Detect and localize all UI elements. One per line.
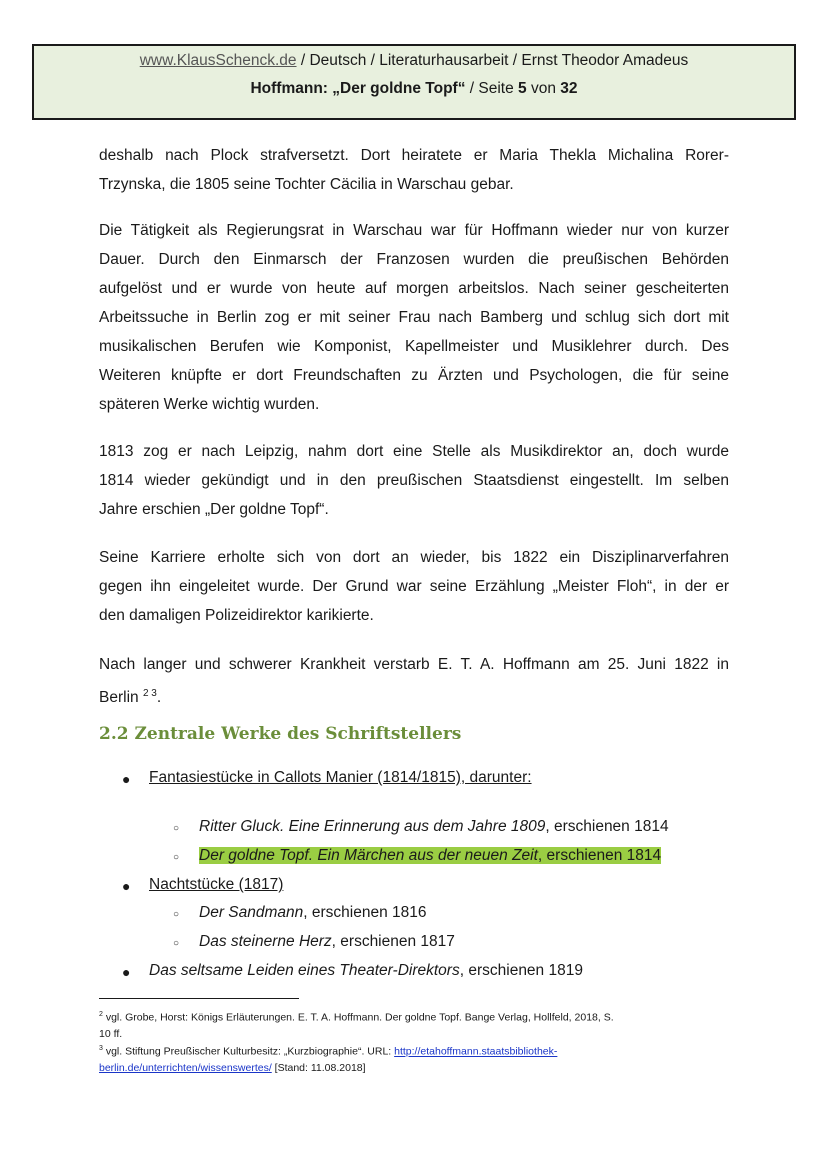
footnote-2: $^2$ vgl. Grobe, Horst: Königs Erläuterungen. E. T. A. Hoffmann. Der goldne Topf. Bange Verlag, Hollfeld, 2018, S. 10 ff. bbox=[99, 1011, 614, 1040]
page-current: 5 bbox=[518, 80, 527, 97]
footnote-divider bbox=[99, 998, 299, 999]
list-item: Fantasiestücke in Callots Manier (1814/1815), darunter: bbox=[149, 769, 532, 786]
circle-bullet-icon: ○ bbox=[173, 938, 180, 949]
list-item-highlighted: Der goldne Topf. Ein Märchen aus der neuen Zeit, erschienen 1814 bbox=[199, 847, 662, 864]
header-line-2: Hoffmann: „Der goldne Topf“ / Seite 5 von 32 bbox=[250, 80, 578, 97]
site-link[interactable]: www.KlausSchenck.de bbox=[139, 52, 297, 69]
footnote-url-link-cont[interactable]: berlin.de/unterrichten/wissenswertes/ bbox=[99, 1061, 272, 1074]
list-item: Das steinerne Herz, erschienen 1817 bbox=[199, 933, 455, 950]
section-heading: 2.2 Zentrale Werke des Schriftstellers bbox=[99, 724, 462, 744]
list-item: Das seltsame Leiden eines Theater-Direktors, erschienen 1819 bbox=[149, 962, 583, 979]
header-line-1 bbox=[34, 52, 794, 70]
bullet-icon: ● bbox=[122, 771, 131, 787]
circle-bullet-icon: ○ bbox=[173, 852, 180, 863]
paragraph-2: Die Tätigkeit als Regierungsrat in Warschau war für Hoffmann wieder nur von kurzer Dauer. Durch den Einmarsch der Franzosen wurden die preußischen Behörden aufgelöst und er wurde von heute auf morgen arbeitslos. Nach seiner gescheiterten Arbeitssuche in Berlin zog er mit seiner Frau nach Bamberg und schlug sich dort mit musikalischen Berufen wie Komponist, Kapellmeister und Musiklehrer durch. Des Weiteren knüpfte er dort Freundschaften zu Ärzten und Psychologen, die für seine späteren Werke wichtig wurden. bbox=[99, 222, 729, 413]
header-title: Hoffmann: „Der goldne Topf“ bbox=[250, 80, 466, 97]
circle-bullet-icon: ○ bbox=[173, 823, 180, 834]
list-item: Ritter Gluck. Eine Erinnerung aus dem Jahre 1809, erschienen 1814 bbox=[199, 818, 669, 835]
page-header bbox=[32, 44, 796, 120]
paragraph-5: Nach langer und schwerer Krankheit verstarb E. T. A. Hoffmann am 25. Juni 1822 in Berlin $^{2 3}$. bbox=[99, 656, 729, 707]
bullet-icon: ● bbox=[122, 964, 131, 980]
list-item: Nachtstücke (1817) bbox=[149, 876, 284, 893]
page-total: 32 bbox=[560, 80, 578, 97]
circle-bullet-icon: ○ bbox=[173, 909, 180, 920]
paragraph-4: Seine Karriere erholte sich von dort an wieder, bis 1822 ein Disziplinarverfahren gegen ihn eingeleitet wurde. Der Grund war seine Erzählung „Meister Floh“, in der er den damaligen Polizeidirektor karikierte. bbox=[99, 549, 729, 624]
footnote-refs: 2 3 bbox=[142, 688, 157, 699]
bullet-icon: ● bbox=[122, 878, 131, 894]
header-breadcrumb: / Deutsch / Literaturhausarbeit / Ernst Theodor Amadeus bbox=[296, 52, 689, 69]
footnote-url-link[interactable]: http://etahoffmann.staatsbibliothek- bbox=[394, 1045, 558, 1058]
footnote-3: $^3$ vgl. Stiftung Preußischer Kulturbesitz: „Kurzbiographie“. URL: http://etahoffmann.staatsbibliothek- berlin.de/unterrichten/wissenswertes/ [Stand: 11.08.2018] bbox=[99, 1045, 558, 1074]
paragraph-1: deshalb nach Plock strafversetzt. Dort heiratete er Maria Thekla Michalina Rorer- Trzynska, die 1805 seine Tochter Cäcilia in Warschau gebar. bbox=[99, 147, 729, 193]
paragraph-3: 1813 zog er nach Leipzig, nahm dort eine Stelle als Musikdirektor an, doch wurde 1814 wieder gekündigt und in den preußischen Staatsdienst eingestellt. Im selben Jahre erschien „Der goldne Topf“. bbox=[99, 443, 729, 518]
list-item: Der Sandmann, erschienen 1816 bbox=[199, 904, 427, 921]
